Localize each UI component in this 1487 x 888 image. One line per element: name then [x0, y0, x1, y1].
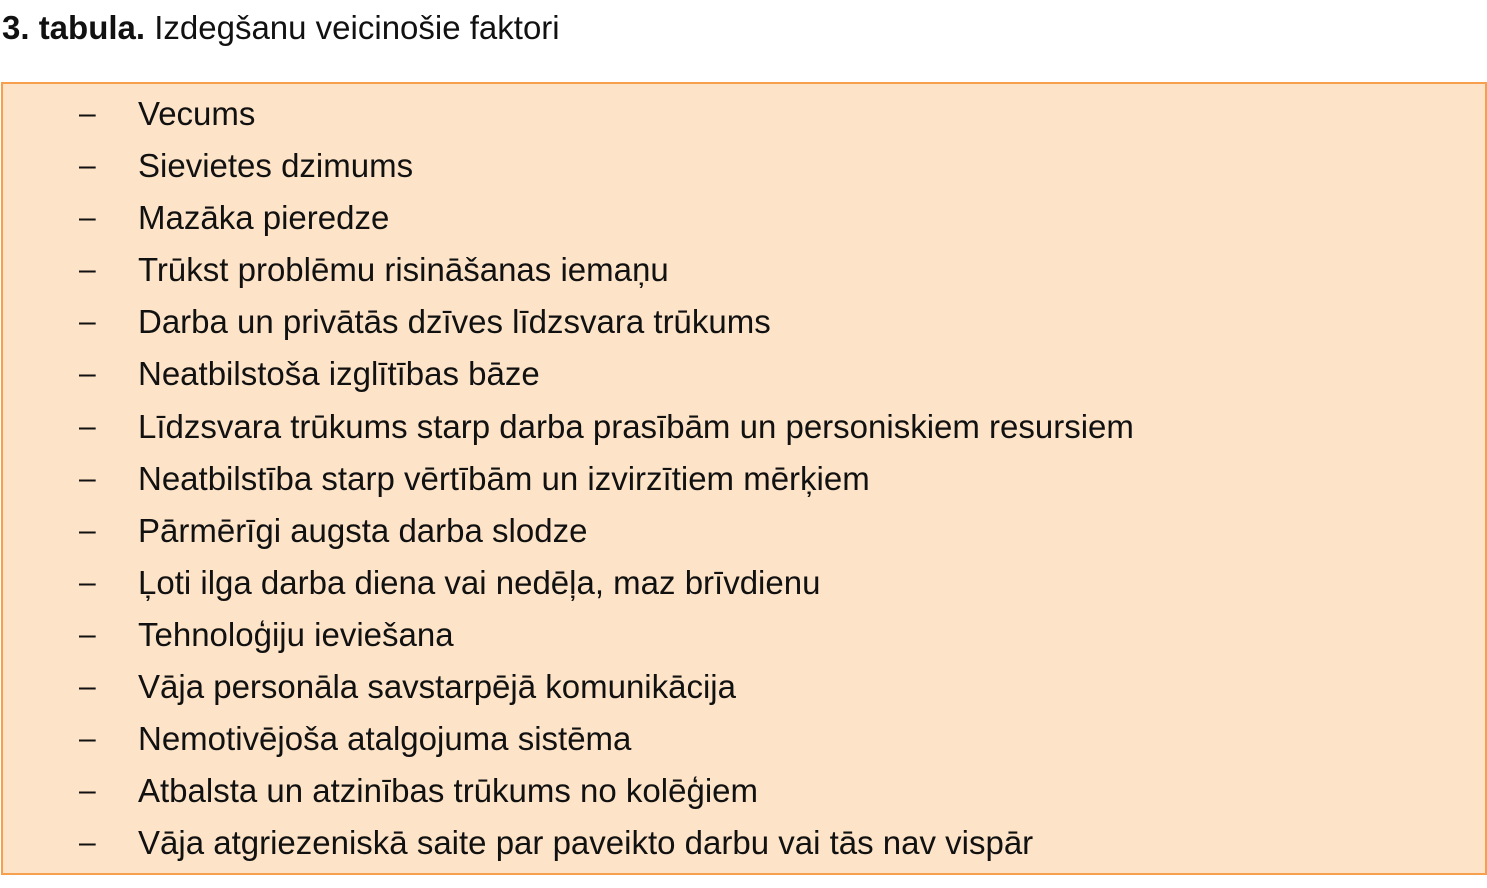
dash-bullet: – [79, 409, 96, 443]
dash-bullet: – [79, 774, 96, 808]
list-item-text: Ļoti ilga darba diena vai nedēļa, maz brīvdienu [138, 563, 821, 601]
list-item-text: Mazāka pieredze [138, 199, 390, 237]
list-item-text: Trūkst problēmu risināšanas iemaņu [138, 251, 669, 289]
dash-bullet: – [79, 565, 96, 599]
list-item-text: Tehnoloģiju ieviešana [138, 615, 454, 653]
dash-bullet: – [79, 461, 96, 495]
list-item-text: Līdzsvara trūkums starp darba prasībām un personiskiem resursiem [138, 407, 1134, 445]
list-item-text: Vāja personāla savstarpējā komunikācija [138, 668, 736, 706]
dash-bullet: – [79, 722, 96, 756]
dash-bullet: – [79, 201, 96, 235]
table-caption [2, 8, 560, 48]
dash-bullet: – [79, 357, 96, 391]
list-item-text: Sievietes dzimums [138, 147, 414, 185]
dash-bullet: – [79, 670, 96, 704]
dash-bullet: – [79, 617, 96, 651]
list-item-text: Nemotivējoša atalgojuma sistēma [138, 720, 632, 758]
list-item-text: Neatbilstība starp vērtībām un izvirzītiem mērķiem [138, 459, 870, 497]
list-item-text: Neatbilstoša izglītības bāze [138, 355, 540, 393]
list-item-text: Darba un privātās dzīves līdzsvara trūkums [138, 303, 771, 341]
dash-bullet: – [79, 305, 96, 339]
list-item-text: Pārmērīgi augsta darba slodze [138, 511, 588, 549]
list-item-text: Vāja atgriezeniskā saite par paveikto darbu vai tās nav vispār [138, 824, 1034, 862]
dash-bullet: – [79, 97, 96, 130]
factors-box [1, 82, 1487, 875]
dash-bullet: – [79, 149, 96, 183]
table-title: Izdegšanu veicinošie faktori [154, 9, 560, 46]
dash-bullet: – [79, 826, 96, 860]
table-number: 3. tabula. [2, 9, 146, 46]
dash-bullet: – [79, 513, 96, 547]
list-item-text: Atbalsta un atzinības trūkums no kolēģiem [138, 772, 758, 810]
list-item-text: Vecums [138, 95, 256, 132]
dash-bullet: – [79, 253, 96, 287]
